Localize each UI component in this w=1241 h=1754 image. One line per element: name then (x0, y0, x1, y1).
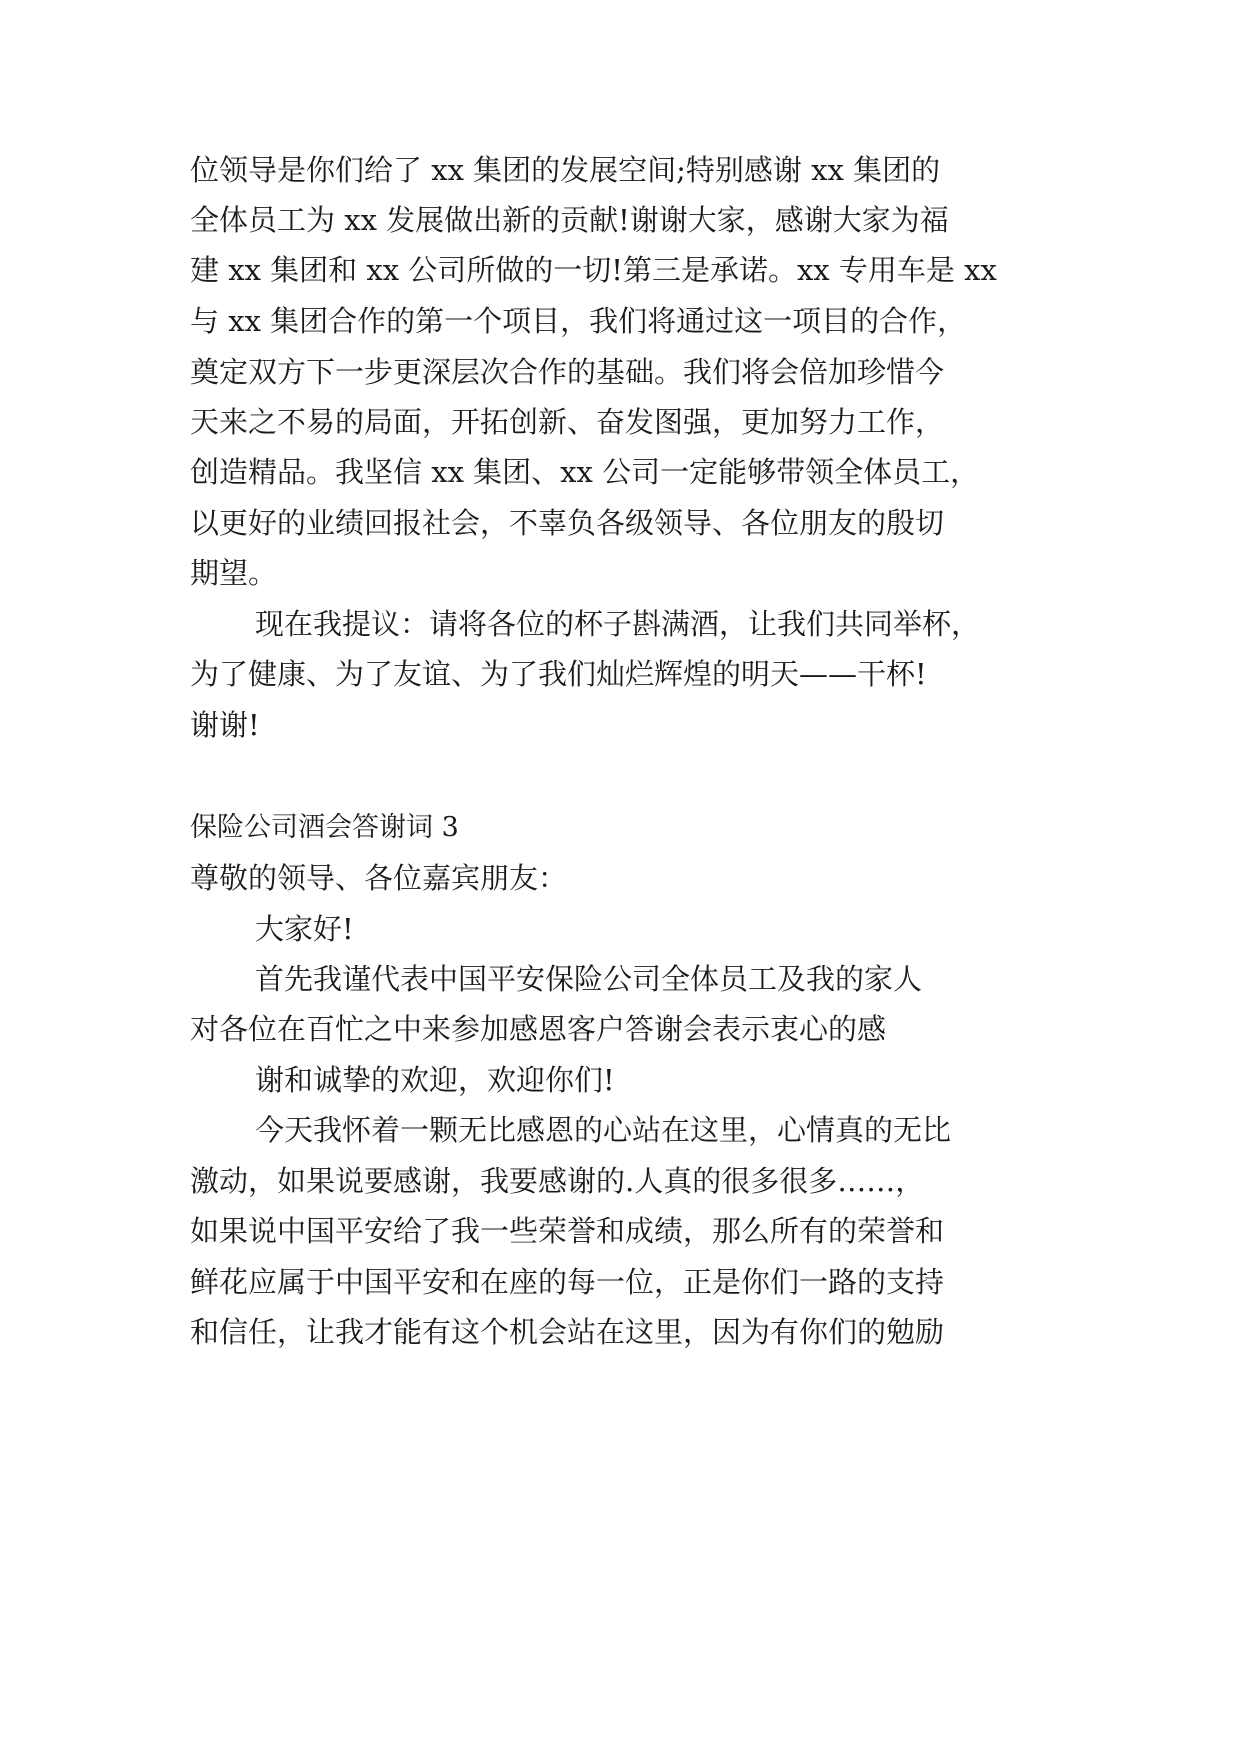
paragraph-line: 首先我谨代表中国平安保险公司全体员工及我的家人 (255, 962, 923, 996)
paragraph-line: 谢和诚挚的欢迎，欢迎你们! (255, 1063, 615, 1097)
paragraph-line: 谢谢! (190, 708, 260, 742)
paragraph-line: 与 xx 集团合作的第一个项目，我们将通过这一项目的合作， (190, 304, 967, 338)
paragraph-line: 如果说中国平安给了我一些荣誉和成绩，那么所有的荣誉和 (190, 1214, 945, 1248)
greeting-line: 大家好! (255, 912, 354, 946)
paragraph-line: 和信任，让我才能有这个机会站在这里，因为有你们的勉励 (190, 1315, 945, 1349)
section-heading: 保险公司酒会答谢词 3 (190, 812, 459, 843)
paragraph-line: 期望。 (190, 556, 278, 590)
salutation-line: 尊敬的领导、各位嘉宾朋友： (190, 861, 568, 895)
paragraph-line: 现在我提议：请将各位的杯子斟满酒，让我们共同举杯， (255, 607, 981, 641)
paragraph-line: 为了健康、为了友谊、为了我们灿烂辉煌的明天——干杯! (190, 657, 927, 691)
paragraph-line: 奠定双方下一步更深层次合作的基础。我们将会倍加珍惜今 (190, 355, 945, 389)
paragraph-line: 鲜花应属于中国平安和在座的每一位，正是你们一路的支持 (190, 1265, 945, 1299)
paragraph-line: 天来之不易的局面，开拓创新、奋发图强，更加努力工作， (190, 405, 945, 439)
paragraph-line: 创造精品。我坚信 xx 集团、xx 公司一定能够带领全体员工， (190, 455, 980, 489)
paragraph-line: 以更好的业绩回报社会，不辜负各级领导、各位朋友的殷切 (190, 506, 945, 540)
paragraph-line: 建 xx 集团和 xx 公司所做的一切!第三是承诺。xx 专用车是 xx (190, 253, 997, 287)
paragraph-line: 对各位在百忙之中来参加感恩客户答谢会表示衷心的感 (190, 1012, 887, 1046)
paragraph-line: 今天我怀着一颗无比感恩的心站在这里，心情真的无比 (255, 1113, 952, 1147)
paragraph-line: 位领导是你们给了 xx 集团的发展空间;特别感谢 xx 集团的 (190, 153, 941, 187)
paragraph-line: 全体员工为 xx 发展做出新的贡献!谢谢大家，感谢大家为福 (190, 203, 949, 237)
paragraph-line: 激动，如果说要感谢，我要感谢的.人真的很多很多……， (190, 1164, 925, 1198)
